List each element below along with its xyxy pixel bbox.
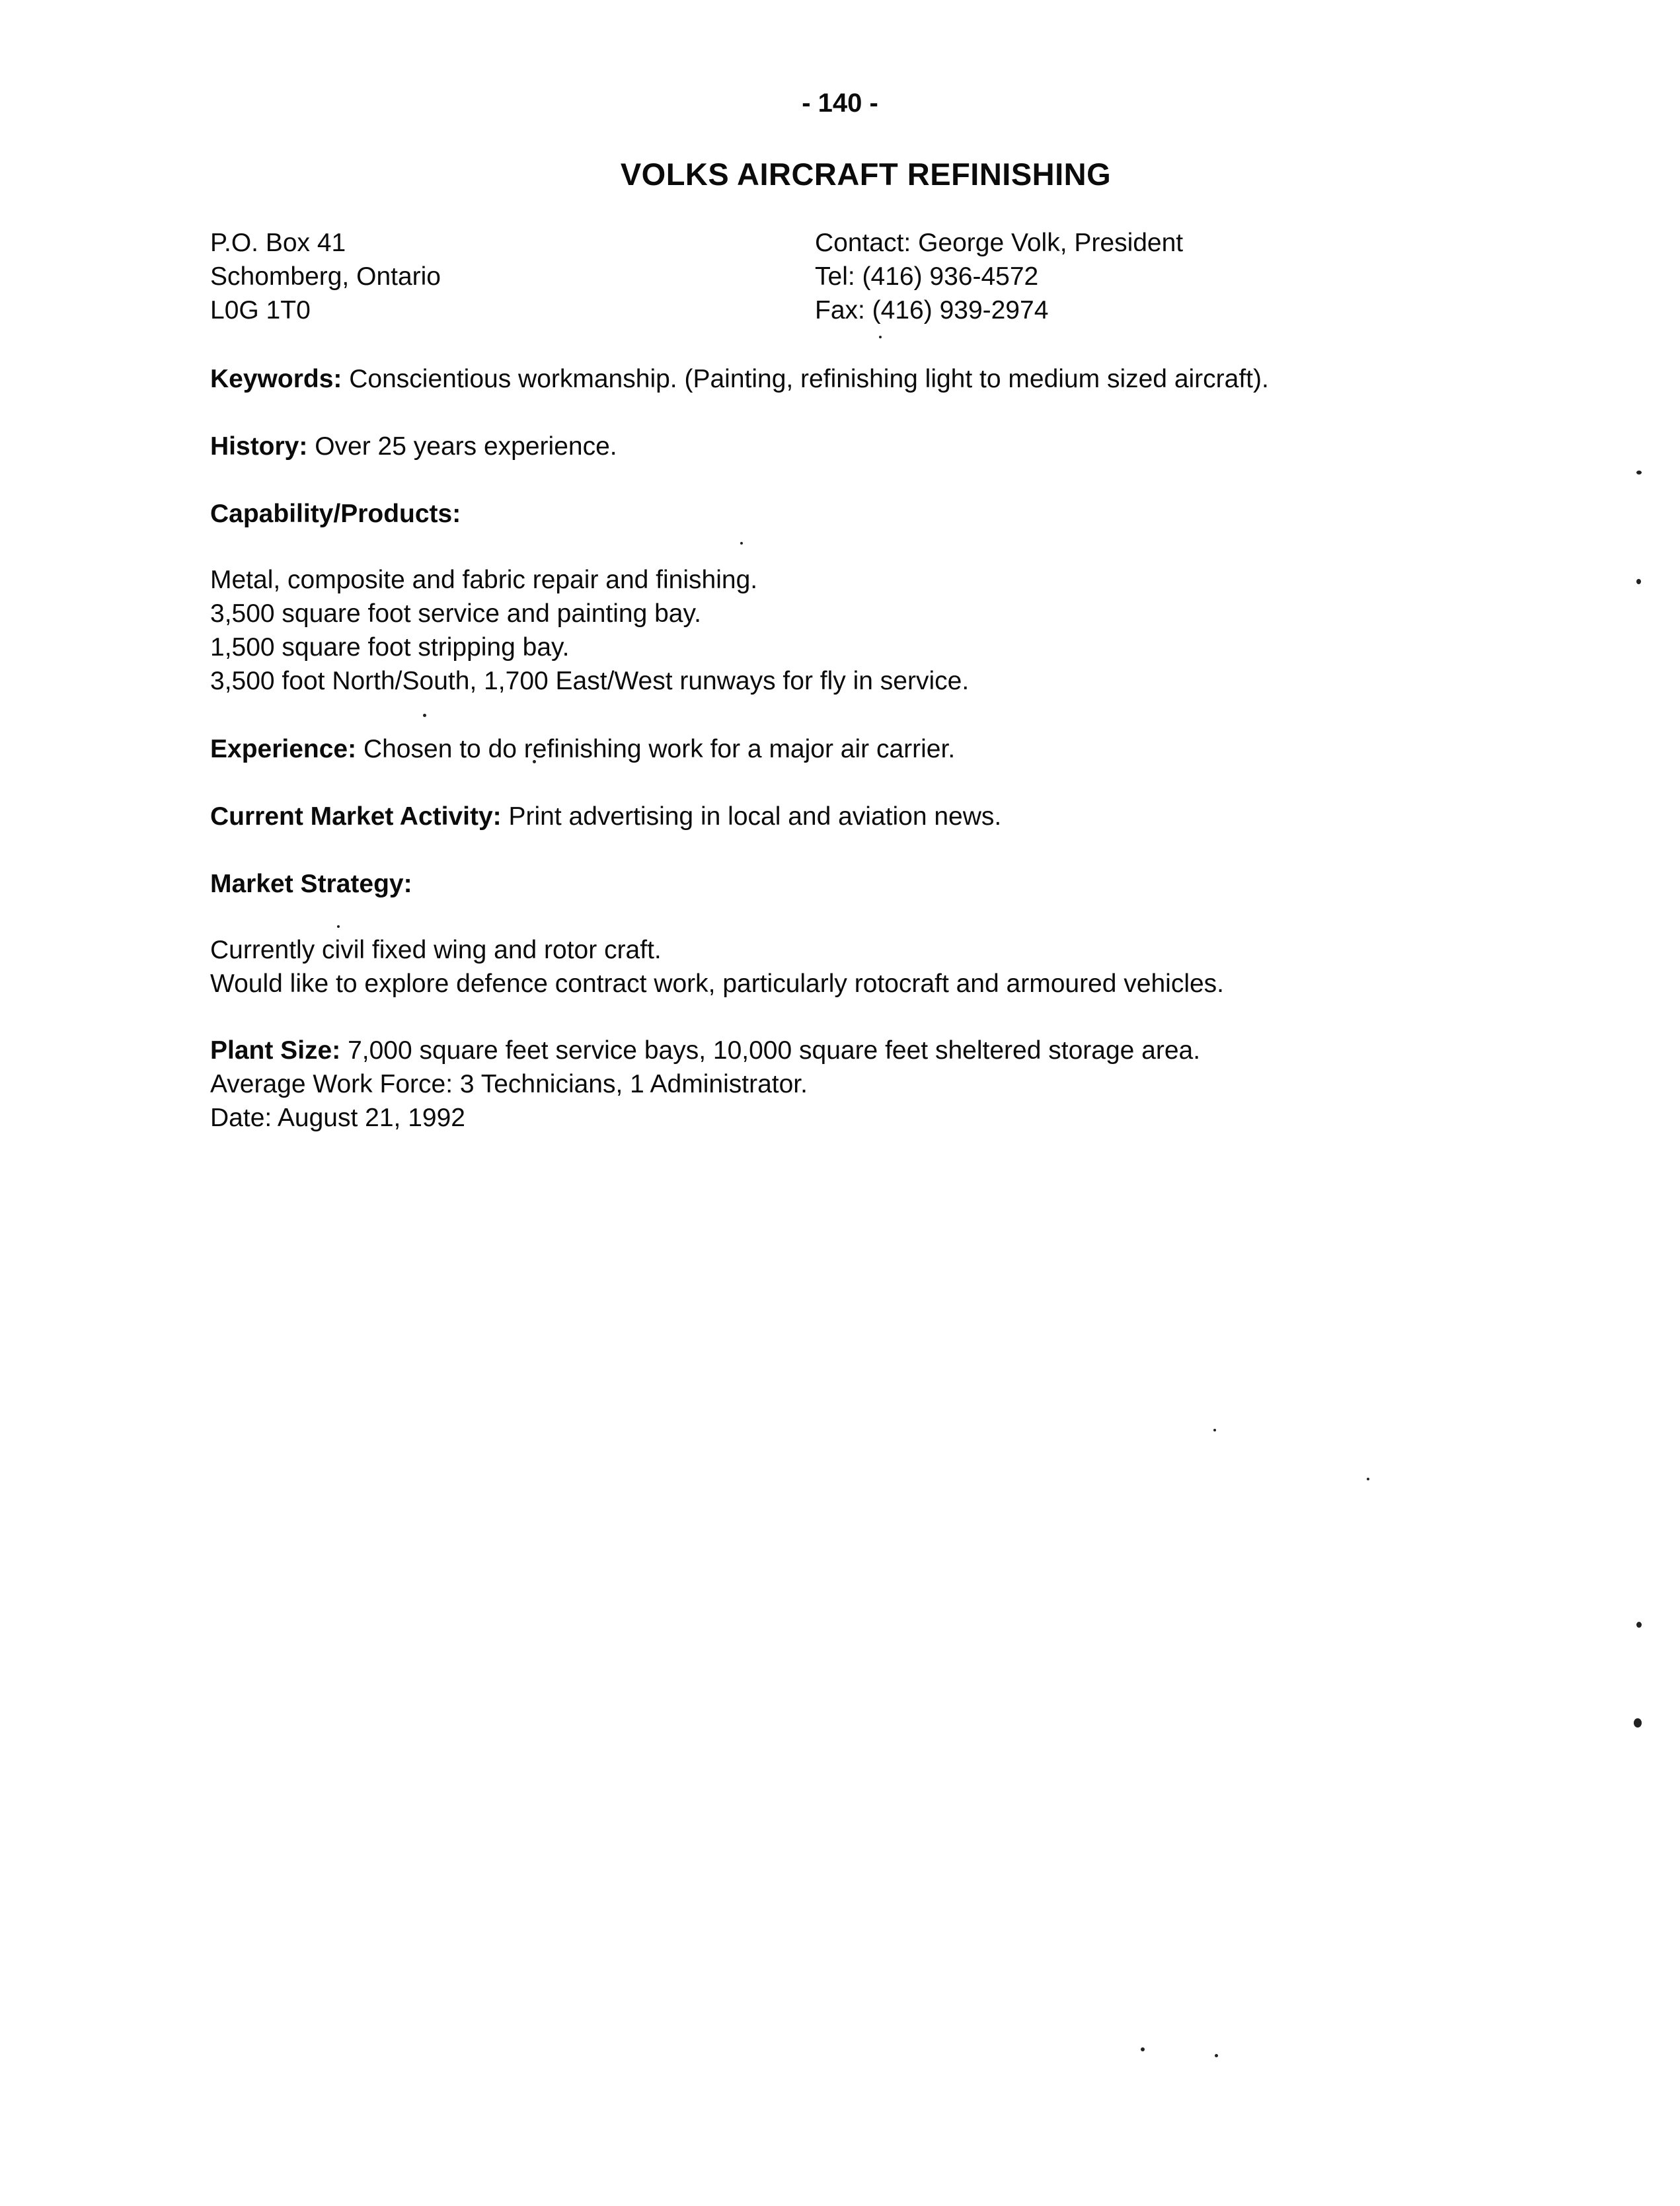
plant-size-text: 7,000 square feet service bays, 10,000 square feet sheltered storage area. (348, 1036, 1201, 1065)
address-line-3: L0G 1T0 (210, 296, 311, 324)
date-label: Date: (210, 1104, 272, 1132)
scan-speck (740, 542, 743, 545)
scan-speck (1141, 2047, 1145, 2051)
scan-speck (1636, 1622, 1642, 1628)
scan-speck (1213, 1429, 1216, 1431)
history-label: History: (210, 432, 308, 461)
contact-fax: Fax: (416) 939-2974 (815, 296, 1049, 324)
plant-size-label: Plant Size: (210, 1036, 341, 1065)
market-activity-section (210, 800, 1001, 833)
keywords-section (210, 362, 1269, 396)
plant-details (210, 1034, 1200, 1135)
work-force-text: 3 Technicians, 1 Administrator. (459, 1070, 808, 1098)
address-line-1: P.O. Box 41 (210, 229, 346, 257)
page-number: - 140 - (802, 89, 878, 118)
scan-speck (1634, 1718, 1642, 1728)
list-item: Would like to explore defence contract work, particularly rotocraft and armoured vehicles. (210, 970, 1225, 998)
scan-speck (1215, 2054, 1218, 2057)
page-title: VOLKS AIRCRAFT REFINISHING (620, 157, 1112, 192)
list-item: 3,500 square foot service and painting bay. (210, 599, 701, 628)
list-item: Metal, composite and fabric repair and finishing. (210, 566, 758, 594)
plant-size-line (210, 1034, 1200, 1067)
scan-speck (1636, 579, 1641, 584)
scan-speck (1636, 471, 1642, 475)
contact-person: Contact: George Volk, President (815, 229, 1184, 257)
capability-label: Capability/Products: (210, 500, 461, 528)
market-strategy-label: Market Strategy: (210, 870, 412, 898)
experience-text: Chosen to do refinishing work for a major air carrier. (363, 735, 956, 763)
market-activity-label: Current Market Activity: (210, 802, 502, 831)
work-force-label: Average Work Force: (210, 1070, 453, 1098)
experience-section (210, 732, 955, 766)
scan-speck (337, 925, 340, 928)
list-item: 1,500 square foot stripping bay. (210, 633, 570, 662)
history-text: Over 25 years experience. (315, 432, 617, 461)
market-strategy-list (210, 933, 1224, 1001)
capability-list (210, 563, 969, 698)
history-section (210, 430, 617, 463)
keywords-text: Conscientious workmanship. (Painting, refinishing light to medium sized aircraft). (349, 365, 1269, 393)
scan-speck (423, 714, 426, 717)
contact-tel: Tel: (416) 936-4572 (815, 262, 1039, 291)
contact-block (815, 226, 1183, 327)
scan-speck (879, 336, 882, 338)
experience-label: Experience: (210, 735, 357, 763)
work-force-line (210, 1067, 1200, 1101)
date-text: August 21, 1992 (277, 1104, 465, 1132)
market-activity-text: Print advertising in local and aviation news. (508, 802, 1002, 831)
market-strategy-heading (210, 867, 412, 901)
address-line-2: Schomberg, Ontario (210, 262, 441, 291)
list-item: Currently civil fixed wing and rotor craft. (210, 936, 662, 964)
mailing-address (210, 226, 441, 327)
keywords-label: Keywords: (210, 365, 342, 393)
date-line (210, 1101, 1200, 1135)
list-item: 3,500 foot North/South, 1,700 East/West runways for fly in service. (210, 667, 970, 695)
capability-heading (210, 497, 461, 531)
scan-speck (1367, 1478, 1369, 1480)
